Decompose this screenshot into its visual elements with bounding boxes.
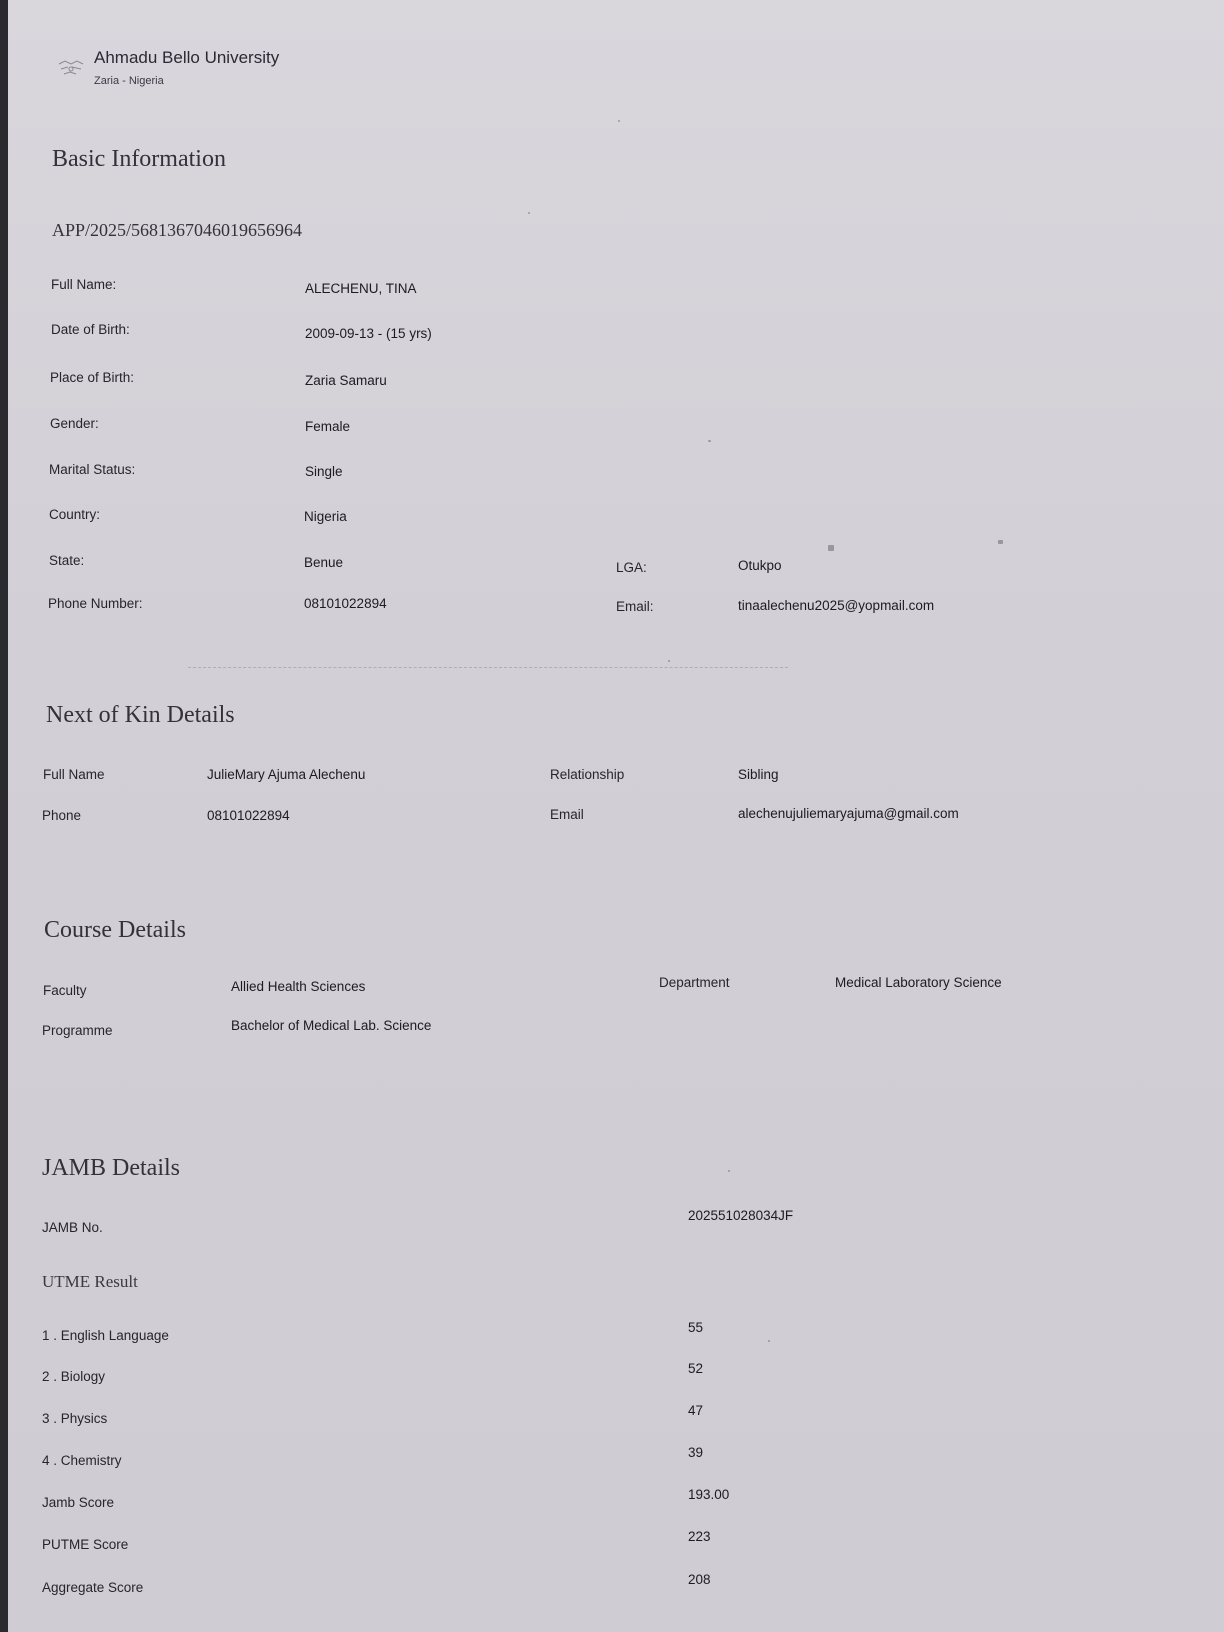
aggregate-score-value: 208 — [688, 1572, 711, 1587]
print-speck — [708, 440, 711, 442]
faculty-label: Faculty — [43, 983, 87, 998]
university-crest-icon — [56, 58, 86, 82]
print-speck — [728, 1170, 730, 1172]
basic-information-title: Basic Information — [52, 146, 226, 172]
lga-label: LGA: — [616, 560, 647, 575]
place-of-birth-value: Zaria Samaru — [305, 373, 387, 388]
print-speck — [998, 540, 1003, 544]
print-speck — [618, 120, 620, 122]
country-label: Country: — [49, 507, 101, 522]
print-speck — [828, 545, 834, 551]
kin-phone-value: 08101022894 — [207, 808, 290, 823]
lga-value: Otukpo — [738, 558, 782, 573]
print-speck — [768, 1340, 770, 1342]
jamb-number-label: JAMB No. — [42, 1220, 103, 1235]
utme-result-heading: UTME Result — [42, 1272, 138, 1291]
date-of-birth-label: Date of Birth: — [51, 322, 130, 337]
subject-physics-score: 47 — [688, 1403, 704, 1418]
jamb-score-label: Jamb Score — [42, 1495, 115, 1510]
university-name: Ahmadu Bello University — [94, 48, 280, 67]
subject-english-label: 1 . English Language — [42, 1328, 169, 1343]
subject-english-score: 55 — [688, 1320, 704, 1335]
email-label: Email: — [616, 599, 654, 614]
subject-physics-label: 3 . Physics — [42, 1411, 108, 1426]
marital-status-value: Single — [305, 464, 343, 479]
jamb-number-value: 202551028034JF — [688, 1208, 794, 1223]
department-value: Medical Laboratory Science — [835, 975, 1002, 990]
aggregate-score-label: Aggregate Score — [42, 1580, 144, 1595]
kin-email-label: Email — [550, 807, 584, 822]
university-location: Zaria - Nigeria — [94, 75, 164, 87]
putme-score-label: PUTME Score — [42, 1537, 129, 1552]
subject-chemistry-label: 4 . Chemistry — [42, 1453, 122, 1468]
country-value: Nigeria — [304, 509, 347, 524]
phone-number-label: Phone Number: — [48, 596, 143, 611]
phone-number-value: 08101022894 — [304, 596, 387, 611]
subject-biology-score: 52 — [688, 1361, 704, 1376]
state-value: Benue — [304, 555, 344, 570]
next-of-kin-title: Next of Kin Details — [46, 702, 235, 728]
kin-full-name-value: JulieMary Ajuma Alechenu — [207, 767, 366, 782]
kin-email-value: alechenujuliemaryajuma@gmail.com — [738, 806, 959, 821]
kin-relationship-value: Sibling — [738, 767, 779, 782]
course-details-title: Course Details — [44, 917, 186, 943]
subject-chemistry-score: 39 — [688, 1445, 704, 1460]
full-name-label: Full Name: — [51, 277, 117, 292]
place-of-birth-label: Place of Birth: — [50, 370, 135, 385]
gender-value: Female — [305, 419, 351, 434]
application-number: APP/2025/5681367046019656964 — [52, 220, 303, 240]
programme-value: Bachelor of Medical Lab. Science — [231, 1018, 432, 1033]
kin-full-name-label: Full Name — [43, 767, 105, 782]
kin-relationship-label: Relationship — [550, 767, 625, 782]
jamb-details-title: JAMB Details — [42, 1155, 180, 1181]
faculty-value: Allied Health Sciences — [231, 979, 366, 994]
subject-biology-label: 2 . Biology — [42, 1369, 106, 1384]
date-of-birth-value: 2009-09-13 - (15 yrs) — [305, 326, 432, 341]
document-page — [8, 0, 1224, 1632]
programme-label: Programme — [42, 1023, 113, 1038]
email-value: tinaalechenu2025@yopmail.com — [738, 598, 935, 613]
full-name-value: ALECHENU, TINA — [305, 281, 417, 296]
section-divider — [188, 667, 788, 669]
gender-label: Gender: — [50, 416, 99, 431]
marital-status-label: Marital Status: — [49, 462, 136, 477]
print-speck — [528, 212, 530, 214]
state-label: State: — [49, 553, 85, 568]
department-label: Department — [659, 975, 730, 990]
jamb-score-value: 193.00 — [688, 1487, 730, 1502]
putme-score-value: 223 — [688, 1529, 711, 1544]
kin-phone-label: Phone — [42, 808, 82, 823]
print-speck — [668, 660, 670, 662]
